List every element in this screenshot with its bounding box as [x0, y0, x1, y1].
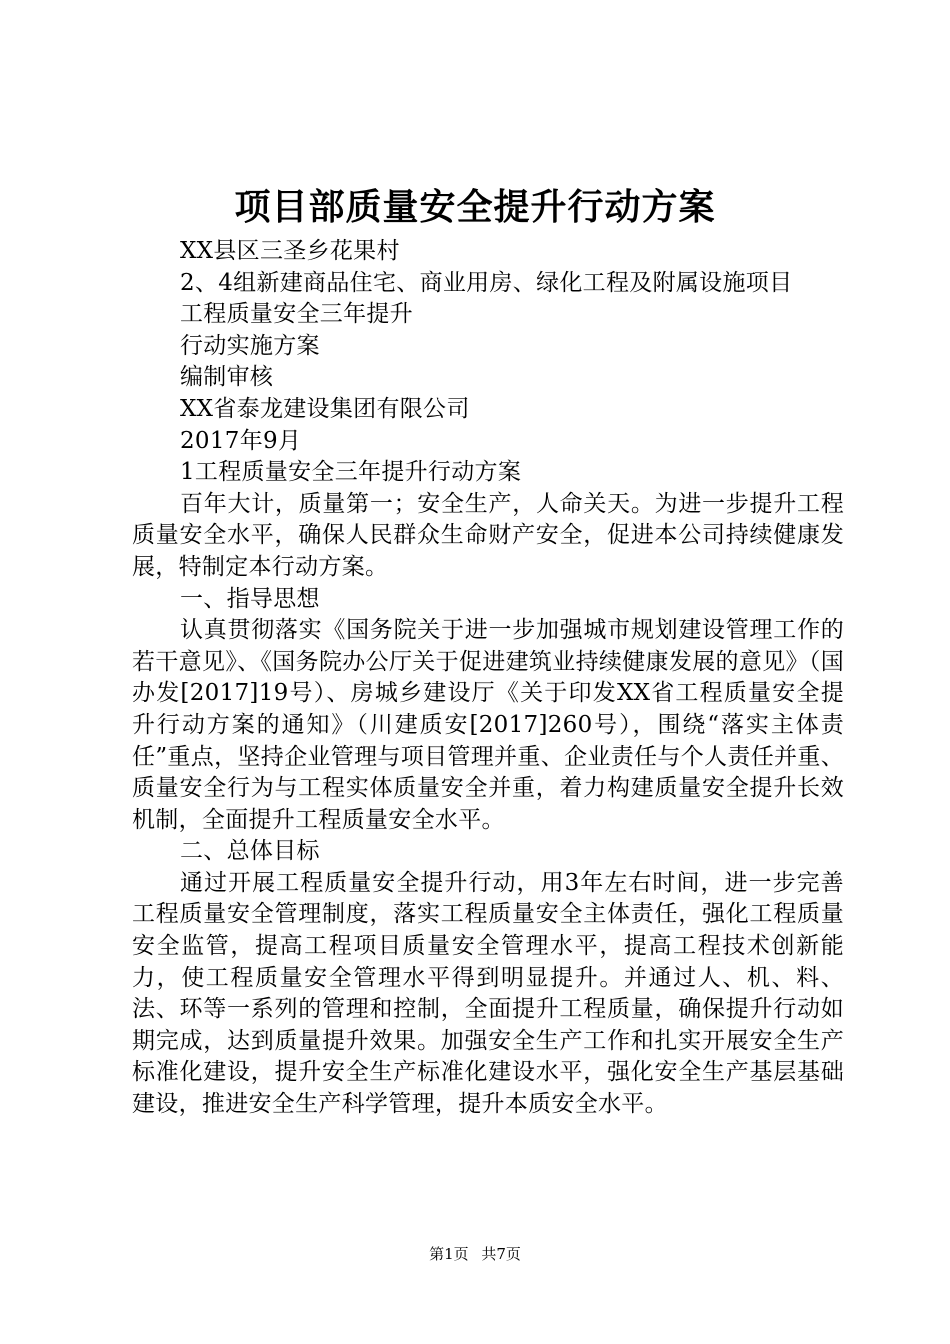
- section-heading-overall-goal: 二、总体目标: [180, 838, 320, 865]
- document-body: [132, 236, 844, 1121]
- page-number: 第1页: [429, 1245, 469, 1263]
- section-heading-guiding-ideology: 一、指导思想: [180, 585, 320, 612]
- plan-heading: 1工程质量安全三年提升行动方案: [180, 459, 522, 486]
- location-line: XX县区三圣乡花果村: [180, 238, 400, 264]
- plan-title-line-1: 工程质量安全三年提升: [180, 301, 413, 328]
- overall-goal-paragraph: 通过开展工程质量安全提升行动，用3年左右时间，进一步完善工程质量安全管理制度，落实工程质量安全主体责任，强化工程质量安全监管，提高工程项目质量安全管理水平，提高工程技术创新能力，使工程质量安全管理水平得到明显提升。并通过人、机、料、法、环等一系列的管理和控制，全面提升工程质量，确保提升行动如期完成，达到质量提升效果。加强安全生产工作和扎实开展安全生产标准化建设，提升安全生产标准化建设水平，强化安全生产基层基础建设，推进安全生产科学管理，提升本质安全水平。: [132, 869, 844, 1118]
- page-total: 共7页: [481, 1245, 521, 1263]
- page-footer: [0, 1244, 950, 1264]
- project-line: 2、4组新建商品住宅、商业用房、绿化工程及附属设施项目: [180, 269, 793, 296]
- plan-title-line-2: 行动实施方案: [180, 332, 320, 359]
- date-line: 2017年9月: [180, 427, 302, 454]
- intro-paragraph: 百年大计，质量第一；安全生产，人命关天。为进一步提升工程质量安全水平，确保人民群众生命财产安全，促进本公司持续健康发展，特制定本行动方案。: [132, 490, 844, 580]
- company-line: XX省泰龙建设集团有限公司: [180, 395, 470, 422]
- guiding-ideology-paragraph: 认真贯彻落实《国务院关于进一步加强城市规划建设管理工作的若干意见》、《国务院办公厅关于促进建筑业持续健康发展的意见》（国办发[2017]19号）、房城乡建设厅《关于印发XX省工程质量安全提升行动方案的通知》（川建质安[2017]260号），围绕“落实主体责任”重点，坚持企业管理与项目管理并重、企业责任与个人责任并重、质量安全行为与工程实体质量安全并重，着力构建质量安全提升长效机制，全面提升工程质量安全水平。: [132, 617, 844, 833]
- document-title: 项目部质量安全提升行动方案: [234, 186, 716, 228]
- review-line: 编制审核: [180, 364, 274, 391]
